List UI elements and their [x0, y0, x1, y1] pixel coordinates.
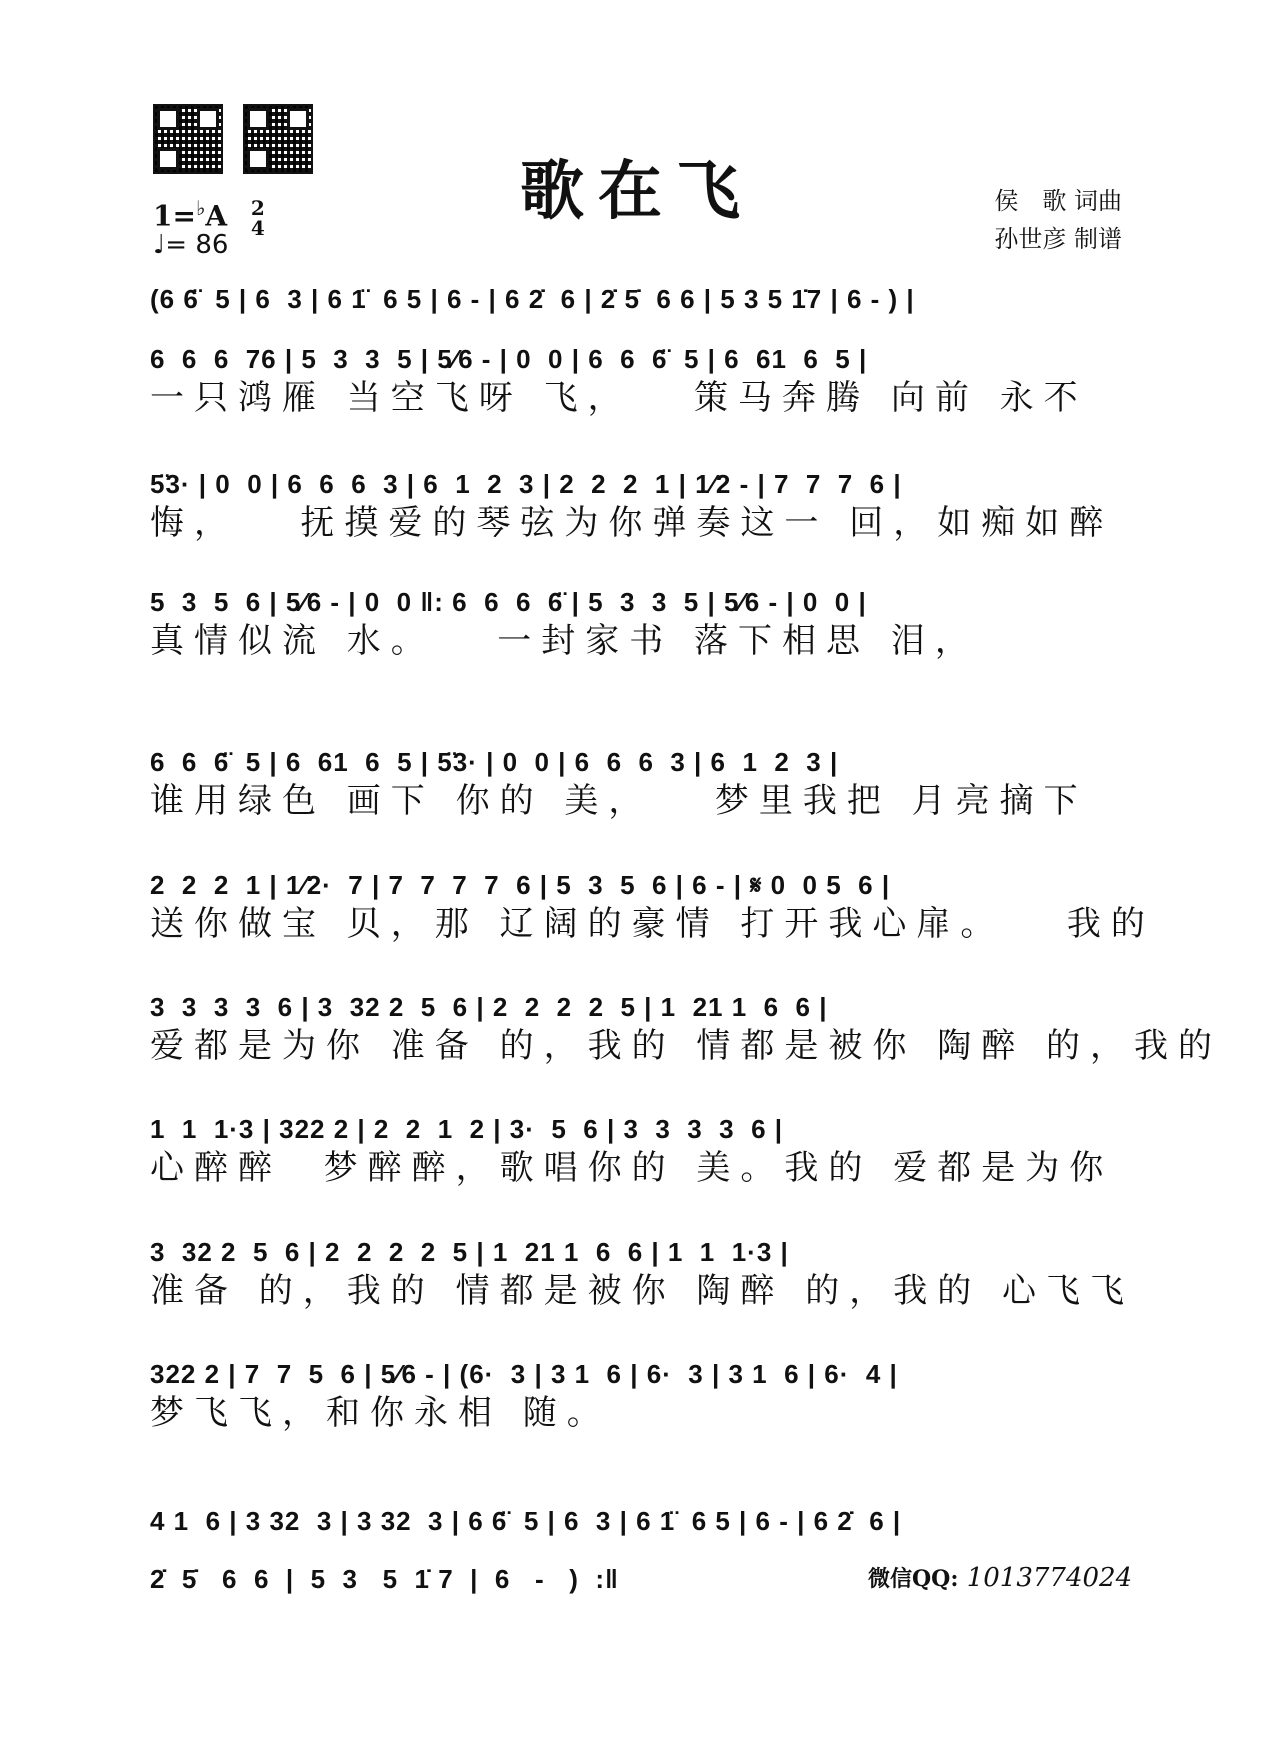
notes-line: 3 32 2 5 6 | 2 2 2 2 5 | 1 21 1 6 6 | 1 1 1·3 | [150, 1237, 789, 1267]
score-row [150, 282, 1125, 316]
lyrics-line: 准备 的，我的 情都是被你 陶醉 的，我的 心飞飞 [150, 1271, 1135, 1311]
time-signature-bottom: 4 [250, 215, 265, 240]
lyrics-music-credit: 侯 歌 词曲 [994, 187, 1122, 215]
notes-line: 6 6 6 76 | 5 3 3 5 | 5⁄6 - | 0 0 | 6 6 6̈ 5 | 6 61 6 5 | [150, 344, 868, 374]
lyrics-line: 一只鸿雁 当空飞呀 飞， 策马奔腾 向前 永不 [150, 378, 1088, 418]
qr-code-1 [153, 104, 223, 174]
qr-code-2 [243, 104, 313, 174]
score-row [150, 342, 1125, 420]
notes-line: 2 2 2 1 | 1⁄2· 7 | 7 7 7 7 6 | 5 3 5 6 | 6 - | 𝄋 0 0 5 6 | [150, 870, 891, 900]
song-title: 歌在飞 [520, 154, 754, 229]
score-row [150, 745, 1125, 823]
lyrics-line: 谁用绿色 画下 你的 美， 梦里我把 月亮摘下 [150, 781, 1088, 821]
notes-line: 5 3 5 6 | 5⁄6 - | 0 0 ‖: 6 6 6 6̈ | 5 3 3 5 | 5⁄6 - | 0 0 | [150, 587, 867, 617]
time-signature-top: 2 [250, 195, 265, 220]
score-row [150, 1112, 1125, 1190]
notes-line: 6 6 6̈ 5 | 6 61 6 5 | 5̈3· | 0 0 | 6 6 6 3 | 6 1 2 3 | [150, 747, 839, 777]
lyrics-line: 心醉醉 梦醉醉，歌唱你的 美。我的 爱都是为你 [150, 1148, 1114, 1188]
tempo-marking: ♩= 86 [153, 230, 229, 260]
lyrics-line: 爱都是为你 准备 的，我的 情都是被你 陶醉 的，我的 [150, 1026, 1223, 1066]
score-row [150, 1235, 1135, 1313]
contact-label: 微信QQ: [868, 1566, 959, 1592]
key-prefix: 1= [153, 199, 196, 233]
lyrics-line: 梦飞飞，和你永相 随。 [150, 1393, 611, 1433]
contact-number: 1013774024 [966, 1563, 1133, 1593]
notes-line: (6 6̈ 5 | 6 3 | 6 1̈ 6 5 | 6 - | 6 2̇ 6 | 2̇ 5̇ 6 6 | 5 3 5 1̇7 | 6 - ) | [150, 284, 915, 314]
score-row [150, 990, 1223, 1068]
flat-icon: ♭ [195, 196, 206, 220]
notes-line: 1 1 1·3 | 322 2 | 2 2 1 2 | 3· 5 6 | 3 3 3 3 6 | [150, 1114, 784, 1144]
key-note: A [205, 199, 228, 233]
notes-line: 322 2 | 7 7 5 6 | 5⁄6 - | (6· 3 | 3 1 6 | 6· 3 | 3 1 6 | 6· 4 | [150, 1359, 898, 1389]
score-row [150, 585, 1125, 663]
notes-line: 3 3 3 3 6 | 3 32 2 5 6 | 2 2 2 2 5 | 1 21 1 6 6 | [150, 992, 828, 1022]
lyrics-line: 真情似流 水。 一封家书 落下相思 泪， [150, 621, 979, 661]
score-row [150, 1357, 1125, 1435]
notes-line: 2̇ 5̇ 6 6 | 5 3 5 1̇ 7 | 6 - ) :‖ [150, 1564, 619, 1594]
contact-info [868, 1562, 1132, 1593]
lyrics-line: 送你做宝 贝，那 辽阔的豪情 打开我心扉。 我的 [150, 904, 1155, 944]
notes-line: 4 1 6 | 3 32 3 | 3 32 3 | 6 6̈ 5 | 6 3 | 6 1̈ 6 5 | 6 - | 6 2̇ 6 | [150, 1506, 902, 1536]
score-row [150, 1562, 850, 1596]
credits [994, 182, 1122, 258]
time-signature [250, 195, 265, 240]
lyrics-line: 悔， 抚摸爱的琴弦为你弹奏这一 回，如痴如醉 [150, 503, 1114, 543]
transcriber-credit: 孙世彦 制谱 [994, 225, 1122, 253]
notes-line: 5̈3· | 0 0 | 6 6 6 3 | 6 1 2 3 | 2 2 2 1 | 1⁄2 - | 7 7 7 6 | [150, 469, 902, 499]
score-row [150, 1504, 1125, 1538]
score-row [150, 868, 1155, 946]
score-row [150, 467, 1125, 545]
